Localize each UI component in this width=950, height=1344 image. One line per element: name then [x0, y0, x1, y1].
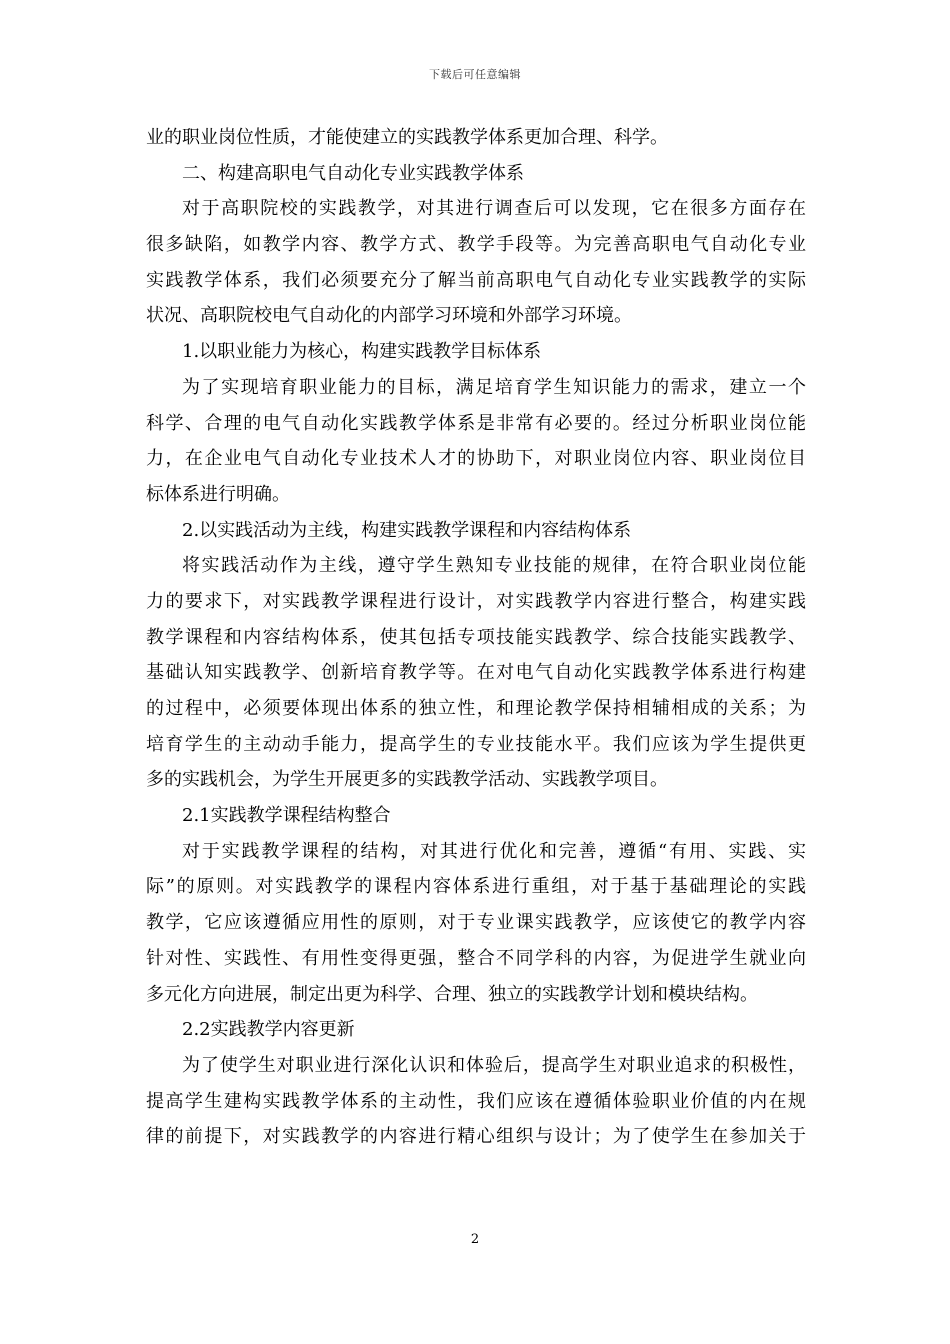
text-line: 为了实现培育职业能力的目标，满足培育学生知识能力的需求，建立一个 — [182, 376, 806, 398]
text-line: 二、构建高职电气自动化专业实践教学体系 — [182, 162, 524, 184]
page-header: 下载后可任意编辑 — [429, 68, 521, 81]
text-line: 针对性、实践性、有用性变得更强，整合不同学科的内容，为促进学生就业向 — [146, 947, 806, 969]
text-line: 实践教学体系，我们必须要充分了解当前高职电气自动化专业实践教学的实际 — [146, 269, 806, 291]
text-line: 标体系进行明确。 — [146, 483, 290, 505]
text-line: 教学，它应该遵循应用性的原则，对于专业课实践教学，应该使它的教学内容 — [146, 912, 806, 934]
text-line: 际”的原则。对实践教学的课程内容体系进行重组，对于基于基础理论的实践 — [146, 876, 806, 898]
text-line: 为了使学生对职业进行深化认识和体验后，提高学生对职业追求的积极性， — [182, 1054, 806, 1076]
text-line: 力，在企业电气自动化专业技术人才的协助下，对职业岗位内容、职业岗位目 — [146, 448, 806, 470]
text-line: 科学、合理的电气自动化实践教学体系是非常有必要的。经过分析职业岗位能 — [146, 412, 806, 434]
text-line: 业的职业岗位性质，才能使建立的实践教学体系更加合理、科学。 — [146, 127, 668, 148]
text-line: 对于高职院校的实践教学，对其进行调查后可以发现，它在很多方面存在 — [182, 198, 806, 220]
document-body — [146, 120, 806, 1155]
text-line: 1.以职业能力为核心，构建实践教学目标体系 — [182, 341, 542, 363]
text-line: 提高学生建构实践教学体系的主动性，我们应该在遵循体验职业价值的内在规 — [146, 1090, 806, 1112]
text-line: 培育学生的主动动手能力，提高学生的专业技能水平。我们应该为学生提供更 — [146, 733, 806, 755]
text-line: 很多缺陷，如教学内容、教学方式、教学手段等。为完善高职电气自动化专业 — [146, 234, 806, 256]
text-line: 多元化方向进展，制定出更为科学、合理、独立的实践教学计划和模块结构。 — [146, 983, 758, 1005]
text-line: 律的前提下，对实践教学的内容进行精心组织与设计；为了使学生在参加关于 — [146, 1126, 806, 1148]
text-line: 对于实践教学课程的结构，对其进行优化和完善，遵循“有用、实践、实 — [182, 840, 806, 862]
text-line: 2.1实践教学课程结构整合 — [182, 805, 391, 827]
text-line: 状况、高职院校电气自动化的内部学习环境和外部学习环境。 — [146, 305, 632, 327]
text-line: 多的实践机会，为学生开展更多的实践教学活动、实践教学项目。 — [146, 769, 668, 791]
text-line: 教学课程和内容结构体系，使其包括专项技能实践教学、综合技能实践教学、 — [146, 626, 806, 648]
text-line: 2.以实践活动为主线，构建实践教学课程和内容结构体系 — [182, 519, 632, 541]
text-line: 将实践活动作为主线，遵守学生熟知专业技能的规律，在符合职业岗位能 — [182, 555, 806, 577]
text-line: 2.2实践教学内容更新 — [182, 1019, 355, 1041]
text-line: 力的要求下，对实践教学课程进行设计，对实践教学内容进行整合，构建实践 — [146, 590, 806, 612]
page-number: 2 — [470, 1232, 480, 1247]
text-line: 的过程中，必须要体现出体系的独立性，和理论教学保持相辅相成的关系；为 — [146, 698, 806, 719]
text-line: 基础认知实践教学、创新培育教学等。在对电气自动化实践教学体系进行构建 — [146, 662, 806, 684]
